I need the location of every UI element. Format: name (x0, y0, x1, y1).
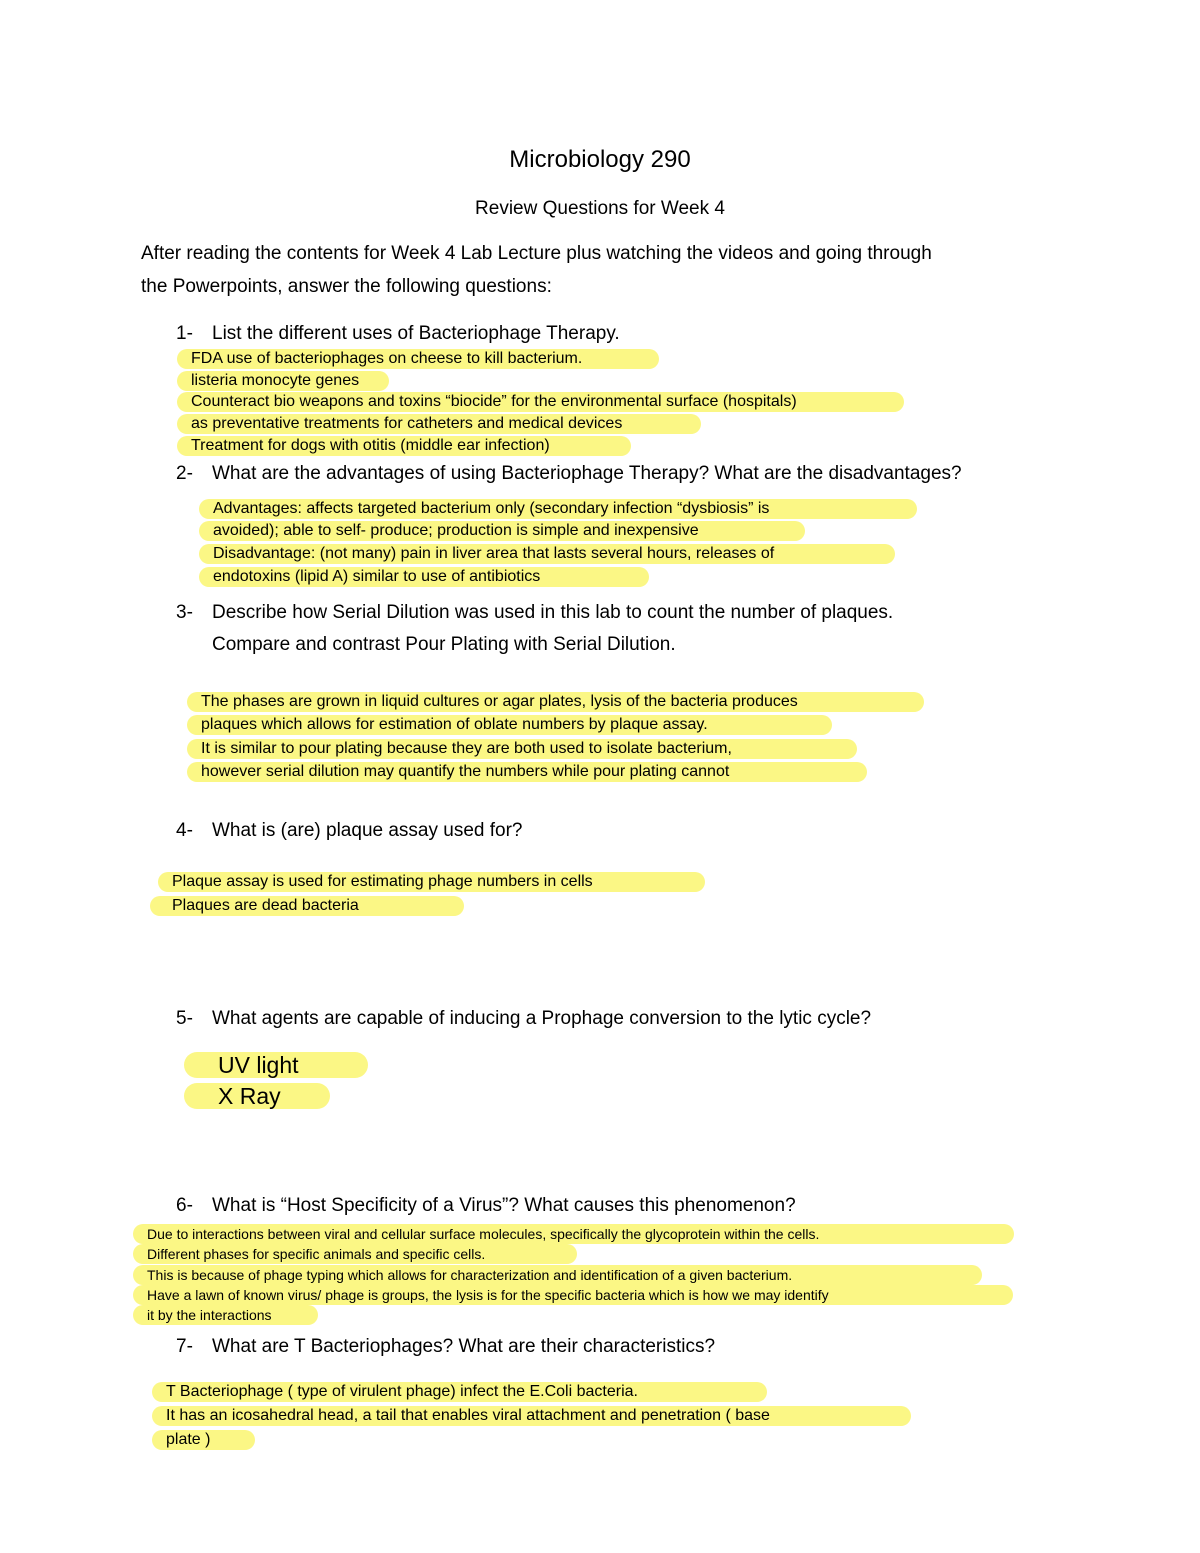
question-3 (176, 602, 893, 624)
answer-line: Plaques are dead bacteria (150, 896, 464, 916)
intro-line-1: After reading the contents for Week 4 Lab Lecture plus watching the videos and going through (141, 243, 932, 264)
answer-line: Due to interactions between viral and cellular surface molecules, specifically the glycoprotein within the cells. (133, 1224, 1014, 1244)
question-6 (176, 1195, 796, 1217)
question-2 (176, 463, 962, 485)
question-number: 2- (176, 463, 193, 484)
question-number: 1- (176, 323, 193, 344)
question-number: 4- (176, 820, 193, 841)
question-text: What are the advantages of using Bacteriophage Therapy? What are the disadvantages? (212, 463, 962, 484)
answer-line: Advantages: affects targeted bacterium only (secondary infection “dysbiosis” is (199, 499, 917, 519)
answer-line: Different phases for specific animals and specific cells. (133, 1244, 577, 1264)
answer-line: Counteract bio weapons and toxins “biocide” for the environmental surface (hospitals) (177, 392, 904, 412)
answer-line: avoided); able to self- produce; production is simple and inexpensive (199, 521, 805, 541)
question-text: What agents are capable of inducing a Prophage conversion to the lytic cycle? (212, 1008, 872, 1029)
question-number: 3- (176, 602, 193, 623)
answer-line: however serial dilution may quantify the numbers while pour plating cannot (187, 762, 867, 782)
answer-line: FDA use of bacteriophages on cheese to kill bacterium. (177, 349, 659, 369)
answer-line: Disadvantage: (not many) pain in liver area that lasts several hours, releases of (199, 544, 895, 564)
question-3-text-continued: Compare and contrast Pour Plating with Serial Dilution. (212, 634, 676, 655)
answer-line: Treatment for dogs with otitis (middle ear infection) (177, 436, 631, 456)
question-text: List the different uses of Bacteriophage Therapy. (212, 323, 620, 344)
answer-line: X Ray (184, 1083, 330, 1109)
intro-line-2: the Powerpoints, answer the following questions: (141, 276, 552, 297)
document-subtitle: Review Questions for Week 4 (475, 198, 725, 219)
answer-line: UV light (184, 1052, 368, 1078)
document-title: Microbiology 290 (509, 146, 691, 173)
answer-line: Have a lawn of known virus/ phage is groups, the lysis is for the specific bacteria which is how we may identify (133, 1285, 1013, 1305)
answer-line: plate ) (152, 1430, 255, 1450)
answer-line: it by the interactions (133, 1305, 318, 1325)
answer-line: This is because of phage typing which allows for characterization and identification of a given bacterium. (133, 1265, 982, 1285)
question-text: What is (are) plaque assay used for? (212, 820, 523, 841)
question-text: What are T Bacteriophages? What are their characteristics? (212, 1336, 716, 1357)
answer-line: plaques which allows for estimation of oblate numbers by plaque assay. (187, 715, 832, 735)
answer-line: Plaque assay is used for estimating phage numbers in cells (158, 872, 705, 892)
answer-line: as preventative treatments for catheters and medical devices (177, 414, 701, 434)
question-5 (176, 1008, 871, 1030)
question-1 (176, 323, 620, 345)
question-number: 5- (176, 1008, 193, 1029)
answer-line: T Bacteriophage ( type of virulent phage) infect the E.Coli bacteria. (152, 1382, 767, 1402)
question-number: 6- (176, 1195, 193, 1216)
question-text: Describe how Serial Dilution was used in this lab to count the number of plaques. (212, 602, 894, 623)
answer-line: listeria monocyte genes (177, 371, 389, 391)
question-text: What is “Host Specificity of a Virus”? What causes this phenomenon? (212, 1195, 796, 1216)
answer-line: endotoxins (lipid A) similar to use of antibiotics (199, 567, 649, 587)
answer-line: It has an icosahedral head, a tail that enables viral attachment and penetration ( base (152, 1406, 911, 1426)
answer-line: It is similar to pour plating because they are both used to isolate bacterium, (187, 739, 857, 759)
answer-line: The phases are grown in liquid cultures or agar plates, lysis of the bacteria produces (187, 692, 924, 712)
question-number: 7- (176, 1336, 193, 1357)
question-4 (176, 820, 523, 842)
question-7 (176, 1336, 715, 1358)
